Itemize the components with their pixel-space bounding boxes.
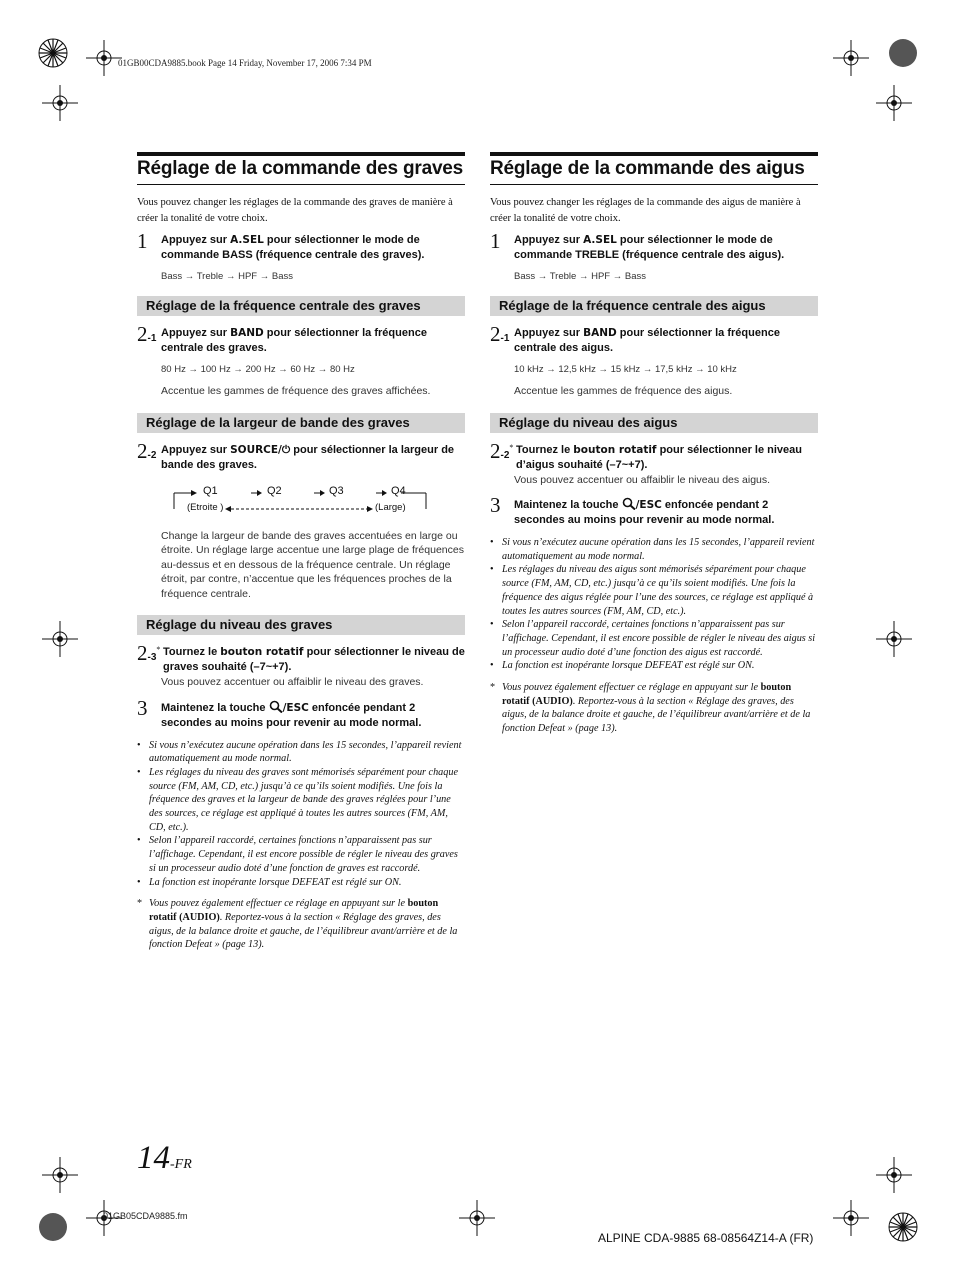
crop-mark-bottom-b bbox=[833, 1200, 869, 1236]
step-number: 2-2* bbox=[490, 438, 514, 463]
wide-label: (Large) bbox=[375, 501, 406, 513]
key-label: /ESC bbox=[282, 701, 309, 714]
step-text: Tournez le bouton rotatif pour sélectionner le niveau d’aigus souhaité (–7~+7). bbox=[516, 443, 803, 471]
search-icon bbox=[269, 700, 283, 713]
step-number: 3 bbox=[137, 695, 148, 720]
file-ref-footer: 01GB05CDA9885.fm bbox=[103, 1211, 188, 1221]
key-label: /ESC bbox=[635, 499, 662, 511]
list-item: • Si vous n’exécutez aucune opération dans les 15 secondes, l’appareil revient automatiquement au mode normal. bbox=[137, 739, 465, 766]
mode-sequence: Bass → Treble → HPF → Bass bbox=[514, 271, 646, 282]
step-text: Appuyez sur SOURCE/⏻ pour sélectionner la largeur de bande des graves. bbox=[161, 443, 455, 471]
crop-mark-left-top bbox=[42, 85, 78, 121]
step-text: Appuyez sur A.SEL pour sélectionner le mode de commande BASS (fréquence centrale des graves). bbox=[161, 234, 425, 261]
treble-subhead-frequency: Réglage de la fréquence centrale des aigus bbox=[490, 296, 818, 316]
narrow-label: (Etroite ) bbox=[187, 501, 224, 513]
key-label: SOURCE/⏻ bbox=[230, 443, 291, 456]
frequency-note: Accentue les gammes de fréquence des graves affichées. bbox=[161, 385, 431, 397]
list-item: • La fonction est inopérante lorsque DEFEAT est réglé sur ON. bbox=[490, 659, 818, 673]
page-number: 14-FR bbox=[137, 1140, 192, 1176]
key-label: BAND bbox=[230, 327, 264, 339]
level-note: Vous pouvez accentuer ou affaiblir le niveau des aigus. bbox=[514, 473, 771, 486]
search-icon bbox=[622, 497, 636, 510]
treble-step-1 bbox=[490, 229, 818, 263]
frequency-sequence: 80 Hz → 100 Hz → 200 Hz → 60 Hz → 80 Hz bbox=[161, 364, 355, 375]
step-number: 1 bbox=[137, 229, 148, 253]
file-info-header: 01GB00CDA9885.book Page 14 Friday, November 17, 2006 7:34 PM bbox=[118, 58, 372, 68]
step-number: 3 bbox=[490, 493, 501, 517]
crop-mark-top-a bbox=[86, 40, 122, 76]
crop-mark-bottom-center bbox=[459, 1200, 495, 1236]
crop-mark-right-bottom bbox=[876, 1157, 912, 1193]
bold-term: bouton rotatif (AUDIO) bbox=[149, 898, 439, 923]
step-number: 2-3* bbox=[137, 641, 161, 665]
registration-rosette-top-left bbox=[38, 38, 68, 68]
mode-sequence: Bass → Treble → HPF → Bass bbox=[161, 271, 293, 282]
treble-section bbox=[490, 152, 818, 736]
q4-label: Q4 bbox=[391, 484, 406, 497]
treble-notes-list bbox=[490, 536, 818, 673]
treble-subhead-level: Réglage du niveau des aigus bbox=[490, 413, 818, 433]
crop-mark-right-mid bbox=[876, 621, 912, 657]
bass-step-3 bbox=[137, 695, 465, 731]
bass-step-2-2 bbox=[137, 438, 465, 473]
key-label: BAND bbox=[583, 327, 617, 339]
bass-subhead-level: Réglage du niveau des graves bbox=[137, 615, 465, 635]
step-text: Maintenez la touche /ESC enfoncée pendant 2 secondes au moins pour revenir au mode normal. bbox=[514, 499, 775, 526]
step-number: 2-1 bbox=[137, 322, 157, 346]
bass-section-title: Réglage de la commande des graves bbox=[137, 152, 465, 185]
list-item: • Selon l’appareil raccordé, certaines fonctions n’apparaissent pas sur l’affichage. Cependant, il est encore possible de régler le niveau des aigus si un processeur audio doté d’une fonction des aigus est raccordé. bbox=[490, 618, 818, 659]
registration-dot-bottom-left bbox=[38, 1212, 68, 1242]
bass-footnote: * Vous pouvez également effectuer ce réglage en appuyant sur le bouton rotatif (AUDIO). Reportez-vous à la section « Réglage des graves, des aigus, de la balance droite et gauche, de l’équilibreur avant/arrière et de la fonction Defeat » (page 13). bbox=[137, 898, 458, 951]
registration-rosette-bottom-right bbox=[888, 1212, 918, 1242]
treble-intro: Vous pouvez changer les réglages de la commande des aigus de manière à créer la tonalité de votre choix. bbox=[490, 197, 801, 224]
bass-notes-list bbox=[137, 739, 465, 890]
treble-step-2-2 bbox=[490, 438, 818, 473]
bass-intro: Vous pouvez changer les réglages de la commande des graves de manière à créer la tonalité de votre choix. bbox=[137, 197, 453, 224]
q-bandwidth-diagram bbox=[171, 483, 429, 517]
crop-mark-left-bottom bbox=[42, 1157, 78, 1193]
crop-mark-left-mid bbox=[42, 621, 78, 657]
step-number: 2-2 bbox=[137, 438, 157, 463]
list-item: • Si vous n’exécutez aucune opération dans les 15 secondes, l’appareil revient automatiquement au mode normal. bbox=[490, 536, 818, 563]
key-label: bouton rotatif bbox=[220, 646, 304, 658]
crop-mark-top-b bbox=[833, 40, 869, 76]
crop-mark-right-top bbox=[876, 85, 912, 121]
step-number: 1 bbox=[490, 229, 501, 253]
frequency-sequence: 10 kHz → 12,5 kHz → 15 kHz → 17,5 kHz → 10 kHz bbox=[514, 364, 737, 375]
model-ref-footer: ALPINE CDA-9885 68-08564Z14-A (FR) bbox=[598, 1231, 814, 1245]
key-label: A.SEL bbox=[230, 234, 264, 246]
step-text: Tournez le bouton rotatif pour sélectionner le niveau de graves souhaité (–7~+7). bbox=[163, 646, 465, 673]
step-text: Appuyez sur A.SEL pour sélectionner le mode de commande TREBLE (fréquence centrale des aigus). bbox=[514, 234, 785, 261]
list-item: • La fonction est inopérante lorsque DEFEAT est réglé sur ON. bbox=[137, 876, 465, 890]
list-item: • Selon l’appareil raccordé, certaines fonctions n’apparaissent pas sur l’affichage. Cependant, il est encore possible de régler le niveau des graves si un processeur audio doté d’une fonction de graves est raccordé. bbox=[137, 834, 465, 875]
step-number: 2-1 bbox=[490, 322, 510, 346]
frequency-note: Accentue les gammes de fréquence des aigus. bbox=[514, 385, 733, 397]
treble-section-title: Réglage de la commande des aigus bbox=[490, 152, 818, 185]
q2-label: Q2 bbox=[267, 484, 282, 497]
level-note: Vous pouvez accentuer ou affaiblir le niveau des graves. bbox=[161, 676, 424, 688]
bass-step-2-1 bbox=[137, 322, 465, 356]
registration-dot-top-right bbox=[888, 38, 918, 68]
bass-step-2-3 bbox=[137, 641, 465, 675]
key-label: A.SEL bbox=[583, 234, 617, 246]
step-text: Appuyez sur BAND pour sélectionner la fréquence centrale des graves. bbox=[161, 327, 427, 354]
treble-step-3 bbox=[490, 493, 818, 528]
bold-term: bouton rotatif (AUDIO) bbox=[502, 682, 792, 707]
key-label: bouton rotatif bbox=[573, 443, 657, 456]
list-item: • Les réglages du niveau des graves sont mémorisés séparément pour chaque source (FM, AM, CD, etc.) jusqu’à ce qu’ils soient modifiés. Une fois la fréquence des graves et la largeur de bande des graves réglées pour l’une des sources, ce réglage est appliqué à toutes les autres sources (FM, AM, CD, etc.). bbox=[137, 766, 465, 835]
bass-subhead-bandwidth: Réglage de la largeur de bande des graves bbox=[137, 413, 465, 433]
treble-footnote: * Vous pouvez également effectuer ce réglage en appuyant sur le bouton rotatif (AUDIO). Reportez-vous à la section « Réglage des graves, des aigus, de la balance droite et gauche, de l’équilibreur avant/arrière et de la fonction Defeat » (page 13). bbox=[490, 682, 811, 735]
bandwidth-note: Change la largeur de bande des graves accentuées en large ou étroite. Un réglage large accentue une large plage de fréquences au-dessus et en dessous de la fréquence centrale. Un réglage étroit, par contre, n’accentue que les fréquences proches de la fréquence centrale. bbox=[161, 529, 464, 600]
bass-section bbox=[137, 152, 465, 952]
treble-step-2-1 bbox=[490, 322, 818, 356]
step-text: Appuyez sur BAND pour sélectionner la fréquence centrale des aigus. bbox=[514, 327, 780, 354]
list-item: • Les réglages du niveau des aigus sont mémorisés séparément pour chaque source (FM, AM, CD, etc.) jusqu’à ce qu’ils soient modifiés. Une fois la fréquence des aigus réglée pour l’une des sources, ce réglage est appliqué à toutes les autres sources (FM, AM, CD, etc.). bbox=[490, 563, 818, 618]
q3-label: Q3 bbox=[329, 484, 344, 497]
bass-subhead-frequency: Réglage de la fréquence centrale des graves bbox=[137, 296, 465, 316]
step-text: Maintenez la touche /ESC enfoncée pendant 2 secondes au moins pour revenir au mode normal. bbox=[161, 701, 422, 729]
q1-label: Q1 bbox=[203, 484, 218, 497]
bass-step-1 bbox=[137, 229, 465, 263]
